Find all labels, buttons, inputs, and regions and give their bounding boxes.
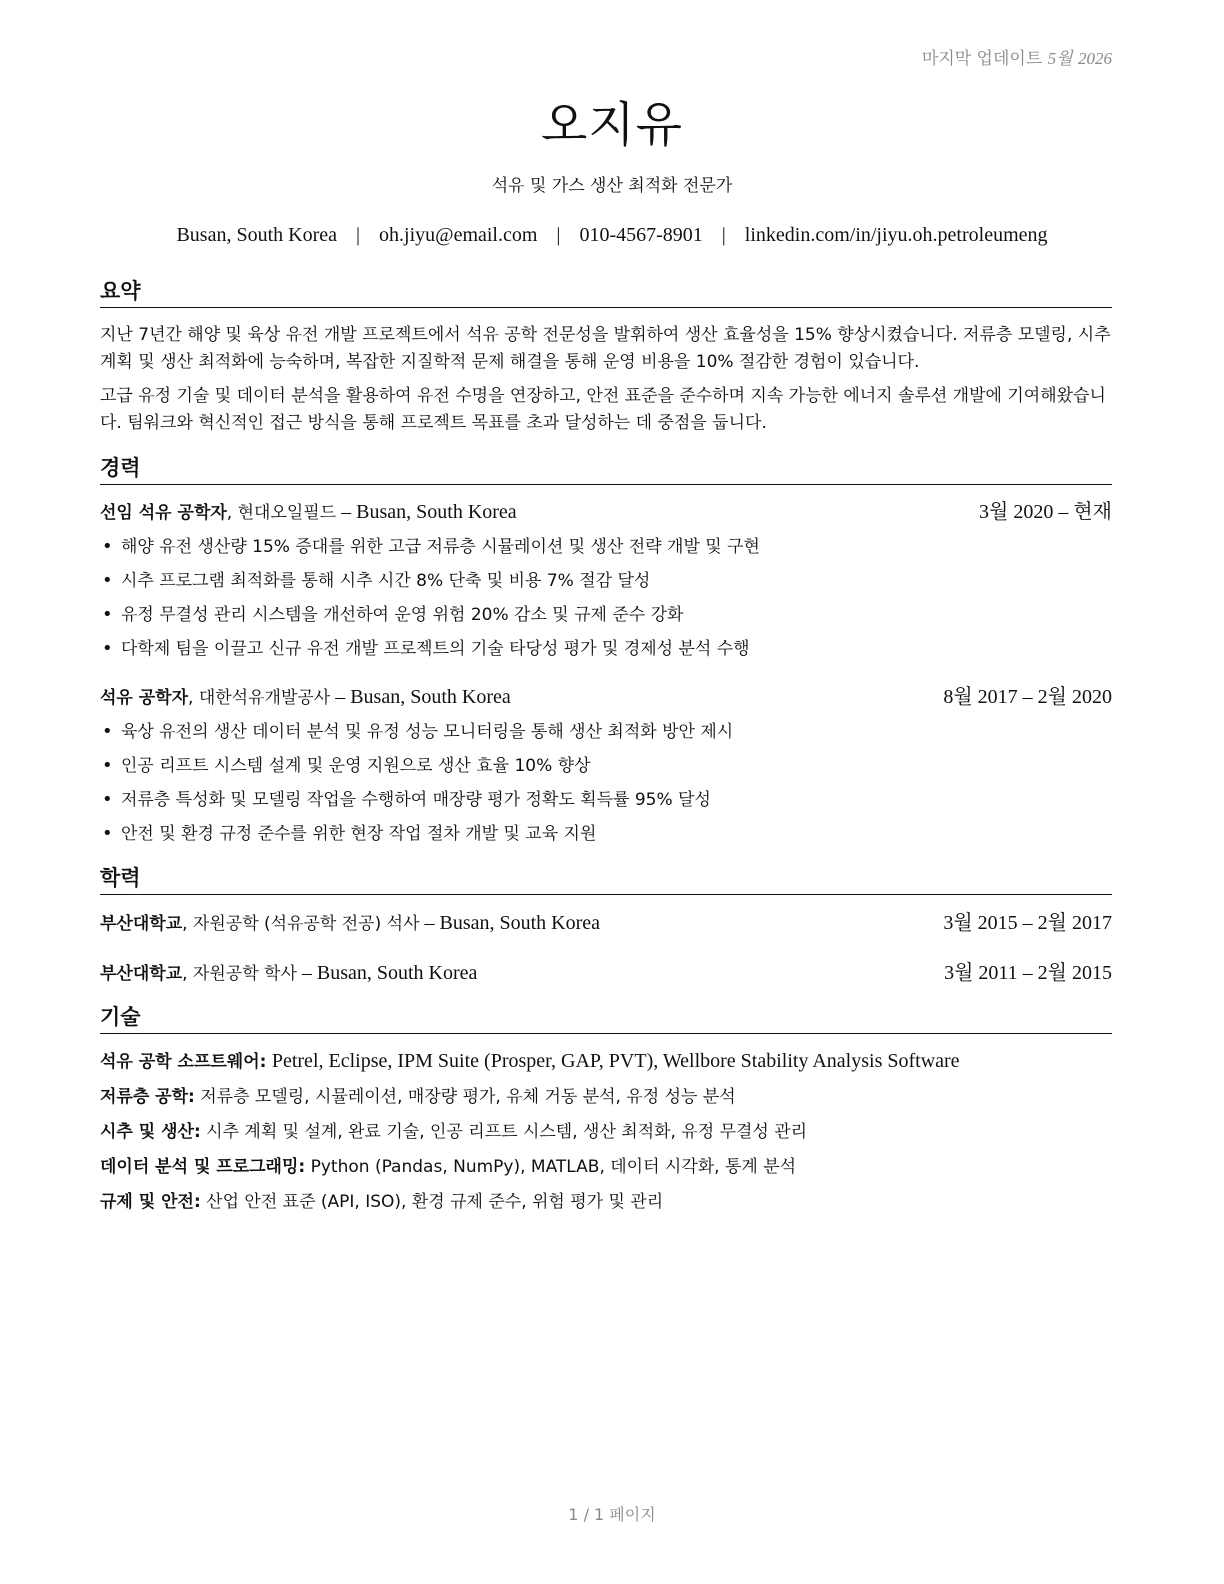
skill-label: 저류층 공학: xyxy=(100,1087,195,1107)
skill-value: Python (Pandas, NumPy), MATLAB, 데이터 시각화, 통계 분석 xyxy=(310,1157,797,1177)
contact-email[interactable]: oh.jiyu@email.com xyxy=(379,224,538,246)
job-bullets xyxy=(100,530,1112,666)
section-title-skills: 기술 xyxy=(100,1001,1112,1034)
summary-paragraph: 고급 유정 기술 및 데이터 분석을 활용하여 유전 수명을 연장하고, 안전 표준을 준수하며 지속 가능한 에너지 솔루션 개발에 기여해왔습니다. 팀워크와 혁신적인 접근 방식을 통해 프로젝트 목표를 초과 달성하는 데 중점을 둡니다. xyxy=(100,386,1106,433)
skill-row xyxy=(100,1185,1112,1220)
job-bullet: • 다학제 팀을 이끌고 신규 유전 개발 프로젝트의 기술 타당성 평가 및 경제성 분석 수행 xyxy=(100,632,1112,666)
education-location: – Busan, South Korea xyxy=(296,962,478,984)
resume-body xyxy=(100,275,1112,1220)
job-entry xyxy=(100,683,1112,851)
updated-year: 2026 xyxy=(1078,49,1112,68)
job-company: , 현대오일필드 xyxy=(226,503,337,523)
skill-row xyxy=(100,1115,1112,1150)
contact-linkedin[interactable]: linkedin.com/in/jiyu.oh.petroleumeng xyxy=(744,224,1048,246)
job-title-line xyxy=(100,498,517,527)
section-title-education: 학력 xyxy=(100,862,1112,895)
education-line xyxy=(100,959,477,988)
contact-separator: | xyxy=(556,224,561,246)
job-bullet: • 안전 및 환경 규정 준수를 위한 현장 작업 절차 개발 및 교육 지원 xyxy=(100,817,1112,851)
education-dates: 3월 2015 – 2월 2017 xyxy=(943,912,1112,934)
job-role: 석유 공학자 xyxy=(100,688,189,708)
last-updated xyxy=(922,44,1112,69)
job-header xyxy=(100,498,1112,527)
skill-label: 데이터 분석 및 프로그래밍: xyxy=(100,1157,306,1177)
job-bullet: • 육상 유전의 생산 데이터 분석 및 유정 성능 모니터링을 통해 생산 최적화 방안 제시 xyxy=(100,715,1112,749)
skill-value: 저류층 모델링, 시뮬레이션, 매장량 평가, 유체 거동 분석, 유정 성능 분석 xyxy=(200,1087,736,1107)
skills-section xyxy=(100,1001,1112,1220)
skill-label: 시추 및 생산: xyxy=(100,1122,201,1142)
updated-label: 마지막 업데이트 xyxy=(921,49,1043,69)
summary-section xyxy=(100,275,1112,437)
skill-value: 시추 계획 및 설계, 완료 기술, 인공 리프트 시스템, 생산 최적화, 유정 무결성 관리 xyxy=(206,1122,808,1142)
contact-location: Busan, South Korea xyxy=(176,224,338,246)
skill-label: 석유 공학 소프트웨어: xyxy=(100,1052,267,1072)
education-section xyxy=(100,862,1112,988)
skill-label: 규제 및 안전: xyxy=(100,1192,201,1212)
education-location: – Busan, South Korea xyxy=(419,912,601,934)
candidate-title: 석유 및 가스 생산 최적화 전문가 xyxy=(491,176,733,196)
job-dates: 8월 2017 – 2월 2020 xyxy=(943,686,1112,708)
job-role: 선임 석유 공학자 xyxy=(100,503,227,523)
contact-separator: | xyxy=(356,224,361,246)
job-header xyxy=(100,683,1112,712)
section-title-summary: 요약 xyxy=(100,275,1112,308)
job-bullets xyxy=(100,715,1112,851)
skill-value: 산업 안전 표준 (API, ISO), 환경 규제 준수, 위험 평가 및 관리 xyxy=(206,1192,664,1212)
job-bullet: • 시추 프로그램 최적화를 통해 시추 시간 8% 단축 및 비용 7% 절감 달성 xyxy=(100,564,1112,598)
job-bullet: • 저류층 특성화 및 모델링 작업을 수행하여 매장량 평가 정확도 획득률 95% 달성 xyxy=(100,783,1112,817)
section-title-experience: 경력 xyxy=(100,452,1112,485)
education-degree: , 자원공학 학사 xyxy=(182,964,297,984)
education-entry xyxy=(100,909,1112,938)
summary-paragraph: 지난 7년간 해양 및 육상 유전 개발 프로젝트에서 석유 공학 전문성을 발휘하여 생산 효율성을 15% 향상시켰습니다. 저류층 모델링, 시추 계획 및 생산 최적화에 능숙하며, 복잡한 지질학적 문제 해결을 통해 운영 비용을 10% 절감한 경험이 있습니다. xyxy=(100,325,1111,372)
contact-separator: | xyxy=(721,224,726,246)
job-bullet: • 유정 무결성 관리 시스템을 개선하여 운영 위험 20% 감소 및 규제 준수 강화 xyxy=(100,598,1112,632)
skill-row xyxy=(100,1150,1112,1185)
skills-list xyxy=(100,1044,1112,1220)
skill-row xyxy=(100,1044,1112,1080)
education-school: 부산대학교 xyxy=(100,964,183,984)
candidate-name: 오지유 xyxy=(540,97,684,153)
job-location: – Busan, South Korea xyxy=(330,686,511,708)
job-bullet: • 해양 유전 생산량 15% 증대를 위한 고급 저류층 시뮬레이션 및 생산 전략 개발 및 구현 xyxy=(100,530,1112,564)
job-location: – Busan, South Korea xyxy=(336,501,517,523)
job-entry xyxy=(100,498,1112,666)
job-company: , 대한석유개발공사 xyxy=(188,688,331,708)
education-degree: , 자원공학 (석유공학 전공) 석사 xyxy=(182,914,420,934)
job-title-line xyxy=(100,683,511,712)
experience-section xyxy=(100,452,1112,851)
contact-phone: 010-4567-8901 xyxy=(579,224,703,246)
page-number: 1 / 1 페이지 xyxy=(568,1505,656,1524)
contact-line xyxy=(0,224,1224,247)
education-entry xyxy=(100,959,1112,988)
education-dates: 3월 2011 – 2월 2015 xyxy=(944,962,1112,984)
skill-value: Petrel, Eclipse, IPM Suite (Prosper, GAP, PVT), Wellbore Stability Analysis Software xyxy=(271,1050,960,1072)
education-school: 부산대학교 xyxy=(100,914,183,934)
job-dates: 3월 2020 – 현재 xyxy=(979,501,1112,523)
skill-row xyxy=(100,1080,1112,1115)
education-line xyxy=(100,909,600,938)
updated-month: 5월 xyxy=(1047,49,1073,68)
job-bullet: • 인공 리프트 시스템 설계 및 운영 지원으로 생산 효율 10% 향상 xyxy=(100,749,1112,783)
